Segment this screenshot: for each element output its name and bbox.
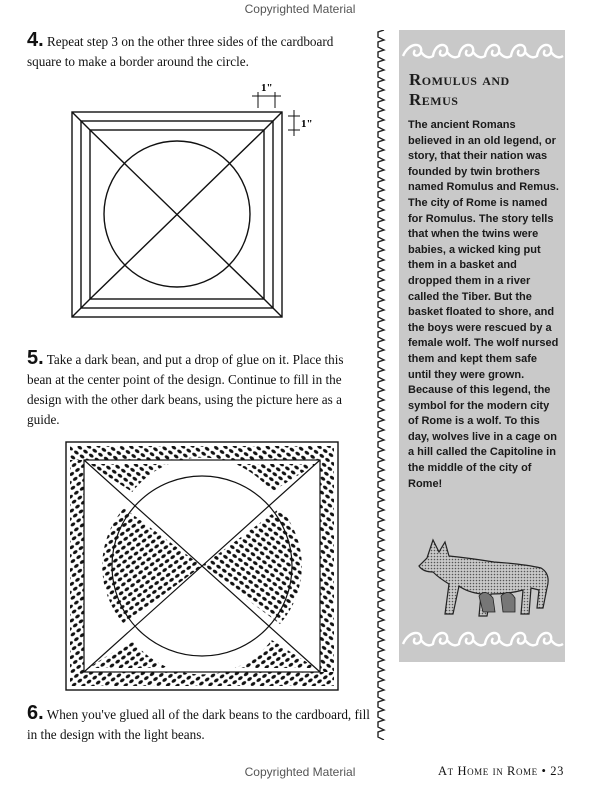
she-wolf-illustration xyxy=(409,528,559,628)
sidebar-box xyxy=(399,30,565,662)
step-number: 6. xyxy=(27,702,44,724)
step-6 xyxy=(27,703,372,745)
step-text: Repeat step 3 on the other three sides of the cardboard square to make a border around the circle. xyxy=(27,34,334,69)
watermark-bottom: Copyrighted Material xyxy=(244,765,356,779)
spiral-binding-decoration xyxy=(374,30,396,740)
step-number: 4. xyxy=(27,29,44,51)
step-number: 5. xyxy=(27,347,44,369)
watermark-top: Copyrighted Material xyxy=(244,2,356,16)
bean-mosaic-diagram xyxy=(58,436,378,696)
step-text: Take a dark bean, and put a drop of glue on it. Place this bean at the center point of the design. Continue to fill in the design with the other dark beans, using the picture here as a guide. xyxy=(27,352,344,427)
wave-ornament-bottom xyxy=(399,626,565,656)
page-footer xyxy=(438,764,564,779)
measure-vertical-label: 1" xyxy=(301,118,313,130)
sidebar-title: Romulus and Remus xyxy=(409,70,510,109)
step-4 xyxy=(27,30,357,72)
page-number: 23 xyxy=(550,764,564,778)
wave-ornament-top xyxy=(399,38,565,68)
footer-section-title: At Home in Rome xyxy=(438,764,538,778)
step-5 xyxy=(27,348,362,430)
step-text: When you've glued all of the dark beans to the cardboard, fill in the design with the light beans. xyxy=(27,707,370,742)
border-diagram xyxy=(62,82,402,334)
measure-horizontal-label: 1" xyxy=(261,82,273,94)
sidebar-body-text: The ancient Romans believed in an old legend, or story, that their nation was founded by twin brothers named Romulus and Remus. The city of Rome is named for Romulus. The story tells that when the twins were babies, a wicked king put them in a basket and dropped them in a river called the Tiber. But the basket floated to shore, and the boys were rescued by a female wolf. The wolf nursed them and kept them safe until they were grown. Because of this legend, the symbol for the modern city of Rome is a wolf. To this day, wolves live in a cage on a hill called the Capitoline in the middle of the city of Rome! xyxy=(408,119,559,490)
footer-bullet: • xyxy=(541,764,547,778)
